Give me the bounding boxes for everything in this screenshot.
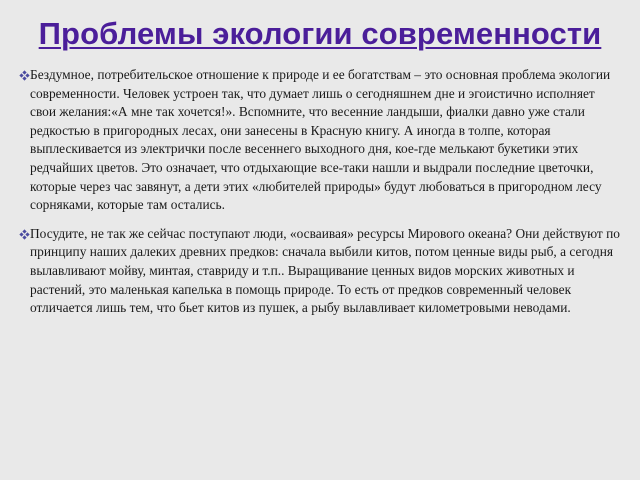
paragraph-2 (22, 225, 620, 318)
paragraph-1 (22, 66, 620, 215)
slide-content (22, 66, 620, 328)
diamond-bullet-icon (20, 71, 30, 81)
diamond-bullet-icon (20, 230, 30, 240)
paragraph-2-text: Посудите, не так же сейчас поступают люди, «осваивая» ресурсы Мирового океана? Они действуют по принципу наших далеких древних предков: сначала выбили китов, потом ценные виды рыб, а сегодня вылавливают мойву, минтая, ставриду и т.п.. Выращивание ценных видов морских животных и растений, это маленькая капелька в помощь природе. То есть от предков современный человек отличается лишь тем, что бьет китов из пушек, а рыбу вылавливает километровыми неводами. (30, 225, 620, 316)
paragraph-1-text: Бездумное, потребительское отношение к природе и ее богатствам – это основная проблема экологии современности. Человек устроен так, что думает лишь о сегодняшнем дне и эгоистично исполняет свои желания:«А мне так хочется!». Вспомните, что весенние ландыши, фиалки давно уже стали редкостью в пригородных лесах, они занесены в Красную книгу. А иногда в толпе, которая выплескивается из электрички после весеннего выходного дня, кое-где мелькают букетики этих редчайших цветов. Это означает, что отдыхающие все-таки нашли и выдрали последние цветочки, которые через час завянут, а дети этих «любителей природы» будут любоваться в пригородном лесу сорняками, которые там остались. (30, 67, 611, 213)
slide-title: Проблемы экологии современности (38, 16, 602, 51)
